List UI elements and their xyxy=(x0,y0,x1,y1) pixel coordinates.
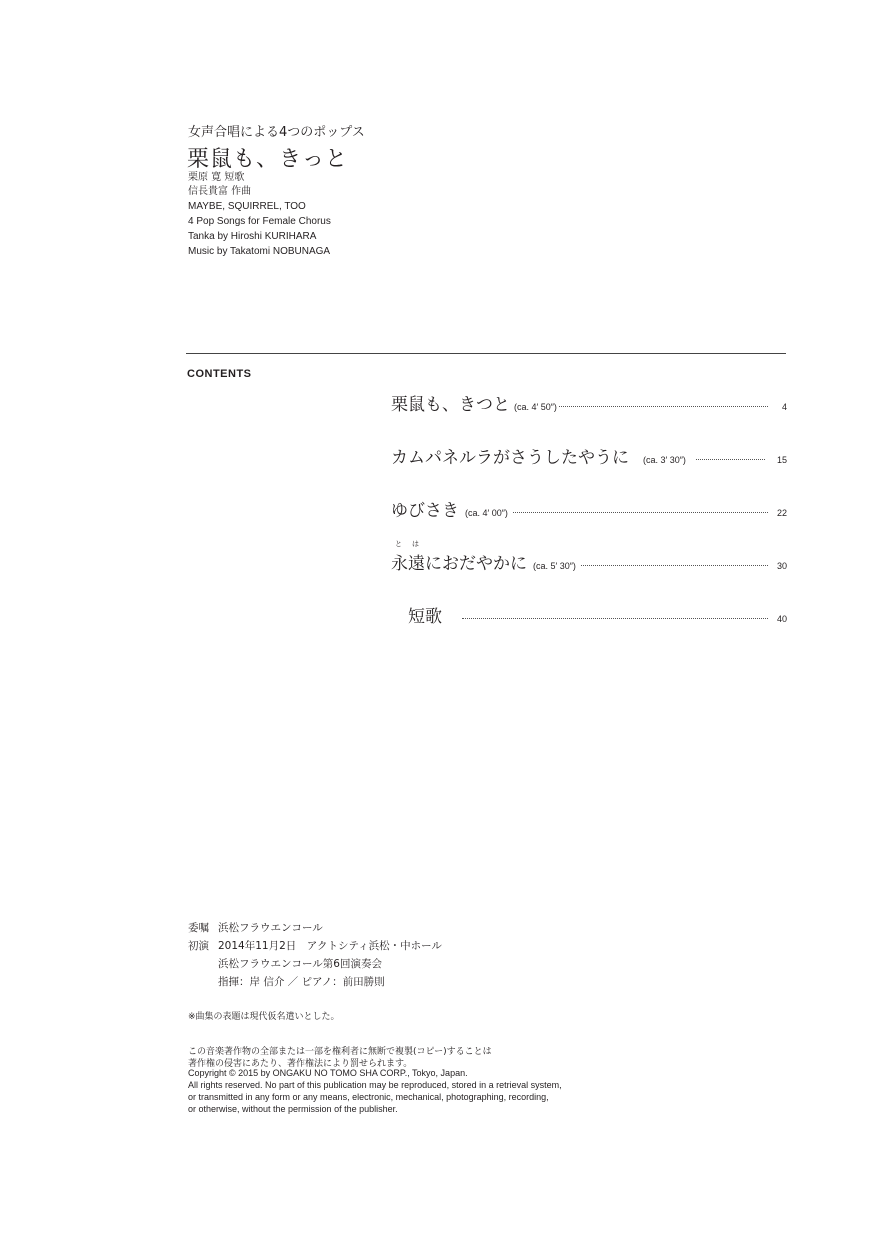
english-title: MAYBE, SQUIRREL, TOO xyxy=(188,201,306,212)
ruby-wa: は xyxy=(412,540,419,548)
toc-item-duration: (ca. 3′ 30″) xyxy=(643,455,686,465)
legal-en-line-3: or otherwise, without the permission of the publisher. xyxy=(188,1104,398,1114)
work-title: 栗鼠も、きっと xyxy=(187,147,349,172)
legal-jp-line-1: この音楽著作物の全部または一部を権利者に無断で複製(コピー)することは xyxy=(188,1047,492,1057)
toc-item-page: 4 xyxy=(781,402,787,412)
contents-heading: CONTENTS xyxy=(187,368,252,380)
premiere-concert: 浜松フラウエンコール第6回演奏会 xyxy=(218,958,382,970)
toc-item[interactable] xyxy=(391,496,787,521)
toc-item-duration: (ca. 5′ 30″) xyxy=(533,561,576,571)
toc-item-page: 22 xyxy=(776,508,787,518)
toc-leader-dots xyxy=(513,512,768,513)
toc-item[interactable] xyxy=(408,602,787,627)
english-subtitle: 4 Pop Songs for Female Chorus xyxy=(188,216,331,227)
toc-item-title-rest: におだやかに xyxy=(425,554,527,574)
title-note: ※曲集の表題は現代仮名遣いとした。 xyxy=(188,1012,340,1022)
toc-item-title-kanji: 永遠 xyxy=(391,554,425,574)
toc-leader-dots xyxy=(559,406,768,407)
section-divider xyxy=(186,353,786,354)
toc-item-title: ゆびさき xyxy=(391,501,459,521)
legal-jp-line-2: 著作権の侵害にあたり、著作権法により罰せられます。 xyxy=(188,1059,413,1069)
series-subtitle: 女声合唱による4つのポップス xyxy=(188,125,365,140)
toc-leader-dots xyxy=(462,618,768,619)
premiere-label: 初演 xyxy=(188,940,209,952)
english-music-credit: Music by Takatomi NOBUNAGA xyxy=(188,246,331,257)
copyright-line: Copyright © 2015 by ONGAKU NO TOMO SHA CORP., Tokyo, Japan. xyxy=(188,1068,468,1078)
toc-item[interactable] xyxy=(391,443,787,468)
premiere-date-venue: 2014年11月2日 アクトシティ浜松・中ホール xyxy=(218,940,442,952)
legal-en-line-1: All rights reserved. No part of this publication may be reproduced, stored in a retrieval system, xyxy=(188,1080,562,1090)
commission-row xyxy=(188,920,323,935)
toc-item[interactable] xyxy=(391,540,787,574)
toc-leader-dots xyxy=(581,565,768,566)
toc-item-title: 短歌 xyxy=(408,607,442,627)
commission-value: 浜松フラウエンコール xyxy=(218,922,323,934)
toc-item-page: 30 xyxy=(776,561,787,571)
toc-item[interactable] xyxy=(391,390,787,415)
premiere-performers: 指揮：岸 信介 ／ ピアノ：前田勝則 xyxy=(218,976,385,988)
english-tanka-credit: Tanka by Hiroshi KURIHARA xyxy=(188,231,317,242)
toc-item-title: カムパネルラがさうしたやうに xyxy=(391,448,629,468)
toc-item-page: 40 xyxy=(776,614,787,624)
toc-item-duration: (ca. 4′ 50″) xyxy=(514,402,557,412)
toc-leader-dots xyxy=(696,459,765,460)
toc-item-title xyxy=(391,540,527,574)
commission-label: 委嘱 xyxy=(188,922,209,934)
ruby-to: と xyxy=(395,540,402,548)
toc-item-page: 15 xyxy=(776,455,787,465)
legal-en-line-2: or transmitted in any form or any means, electronic, mechanical, photographing, recording, xyxy=(188,1092,549,1102)
tanka-credit: 栗原 寛 短歌 xyxy=(188,172,245,183)
premiere-row xyxy=(188,938,442,953)
toc-item-title: 栗鼠も、きつと xyxy=(391,395,510,415)
music-credit: 信長貴富 作曲 xyxy=(188,186,252,197)
toc-item-duration: (ca. 4′ 00″) xyxy=(465,508,508,518)
